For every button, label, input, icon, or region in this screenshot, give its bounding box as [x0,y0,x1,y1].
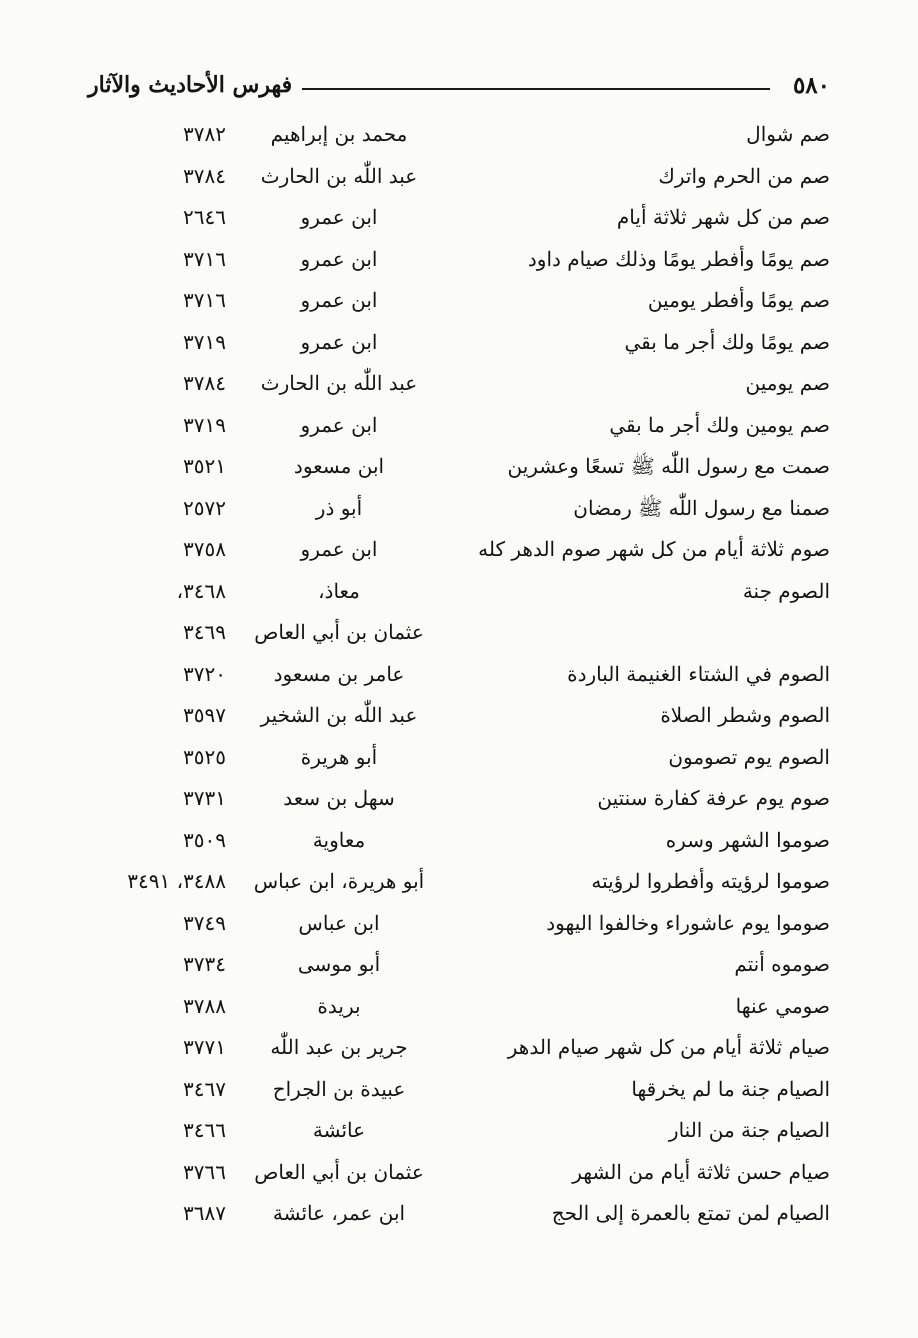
narrator-name: ابن عمر، عائشة [272,1201,406,1225]
hadith-reference-number: ٣٧١٩ [183,329,226,354]
narrator-name: أبو موسى [297,952,381,976]
narrator-name: عبد اللّٰه بن الشخير [260,703,418,727]
narrator-name: عثمان بن أبي العاص [254,620,424,644]
hadith-text: صوموه أنتم [734,952,830,976]
index-entry [88,115,830,157]
hadith-text: صوموا يوم عاشوراء وخالفوا اليهود [546,910,830,935]
hadith-reference-number: ٣٧٣٤ [183,952,226,976]
narrator-name: عامر بن مسعود [273,661,405,686]
hadith-text: صوموا الشهر وسره [665,827,830,852]
hadith-text: صيام حسن ثلاثة أيام من الشهر [572,1159,830,1184]
hadith-text: الصيام جنة من النار [668,1118,830,1142]
hadith-text: صم يومين [745,371,830,395]
index-entry [88,323,830,365]
hadith-reference-number: ٣٤٦٦ [183,1118,226,1142]
index-entry [88,489,830,531]
hadith-reference-number: ٣٧٨٨ [183,993,226,1018]
narrator-name: عثمان بن أبي العاص [254,1159,424,1184]
hadith-text: الصوم جنة [742,578,830,603]
narrator-name: معاوية [312,827,366,852]
hadith-reference-number: ٣٧١٩ [183,412,226,437]
index-entry [88,572,830,614]
index-entry [88,1111,830,1153]
index-entry [88,447,830,489]
hadith-reference-number: ٣٤٨٨، ٣٤٩١ [127,869,226,893]
narrator-name: أبو هريرة [300,744,378,769]
hadith-text: صم يومًا وأفطر يومًا وذلك صيام داود [527,246,830,271]
hadith-reference-number: ٣٦٨٧ [183,1201,226,1225]
hadith-text: صوم ثلاثة أيام من كل شهر صوم الدهر كله [478,537,830,561]
narrator-name: جرير بن عبد اللّٰه [270,1035,408,1059]
narrator-name: ابن عمرو [300,329,378,354]
page-number: ٥٨٠ [792,72,830,99]
header-rule [302,88,770,90]
index-entry [88,406,830,448]
running-title: فهرس الأحاديث والآثار [88,72,293,98]
hadith-text: صم من كل شهر ثلاثة أيام [616,205,830,229]
hadith-reference-number: ٣٥٠٩ [183,827,226,852]
hadith-reference-number: ٣٧١٦ [183,288,226,312]
hadith-reference-number: ٢٦٤٦ [183,205,226,229]
index-entry [88,1028,830,1070]
hadith-reference-number: ٣٤٦٧ [183,1076,226,1101]
index-entry [88,738,830,780]
hadith-text: صمنا مع رسول اللّٰه ﷺ رمضان [573,495,830,520]
page-header [88,70,830,110]
hadith-reference-number: ٣٤٦٨، [176,578,226,603]
hadith-reference-number: ٢٥٧٢ [183,495,226,520]
narrator-name: أبو ذر [315,495,363,520]
index-entry [88,821,830,863]
index-entry [88,1070,830,1112]
hadith-reference-number: ٣٧٥٨ [183,537,226,561]
hadith-reference-number: ٣٥٢٥ [183,744,226,769]
index-entry [88,281,830,323]
hadith-text: الصوم يوم تصومون [668,744,830,769]
hadith-reference-number: ٣٧٧١ [183,1035,226,1059]
index-entry [88,613,830,655]
index-entry [88,655,830,697]
narrator-name: ابن عمرو [300,205,378,229]
narrator-name: سهل بن سعد [283,786,395,810]
hadith-text: صم يومًا ولك أجر ما بقي [624,329,830,354]
index-entry [88,240,830,282]
narrator-name: عبد اللّٰه بن الحارث [260,163,418,188]
narrator-name: عائشة [312,1118,366,1142]
narrator-name: عبد اللّٰه بن الحارث [260,371,418,395]
index-entry [88,530,830,572]
hadith-text: صم يومًا وأفطر يومين [647,288,830,312]
hadith-reference-number: ٣٧١٦ [183,246,226,271]
index-entry [88,1194,830,1236]
narrator-name: معاذ، [318,578,360,603]
index-entry [88,198,830,240]
hadith-text: صوموا لرؤيته وأفطروا لرؤيته [591,869,830,893]
hadith-text: الصوم وشطر الصلاة [660,703,830,727]
index-entry [88,945,830,987]
index-entry [88,1153,830,1195]
narrator-name: ابن عباس [298,910,380,935]
hadith-text: صم من الحرم واترك [658,163,830,188]
index-entry [88,696,830,738]
narrator-name: ابن مسعود [293,454,385,478]
hadith-text: الصوم في الشتاء الغنيمة الباردة [567,661,830,686]
hadith-reference-number: ٣٤٦٩ [183,620,226,644]
hadith-reference-number: ٣٧٨٤ [183,163,226,188]
narrator-name: ابن عمرو [300,412,378,437]
hadith-reference-number: ٣٧٤٩ [183,910,226,935]
narrator-name: ابن عمرو [300,288,378,312]
narrator-name: أبو هريرة، ابن عباس [253,869,425,893]
hadith-text: الصيام جنة ما لم يخرقها [631,1076,830,1101]
hadith-text: صم شوال [746,122,830,146]
hadith-text: صمت مع رسول اللّٰه ﷺ تسعًا وعشرين [507,454,830,478]
hadith-reference-number: ٣٥٩٧ [183,703,226,727]
hadith-text: صيام ثلاثة أيام من كل شهر صيام الدهر [507,1035,830,1059]
hadith-reference-number: ٣٧٨٤ [183,371,226,395]
index-entry [88,364,830,406]
hadith-reference-number: ٣٥٢١ [183,454,226,478]
narrator-name: ابن عمرو [300,537,378,561]
narrator-name: بريدة [317,993,361,1018]
hadith-reference-number: ٣٧٨٢ [183,122,226,146]
narrator-name: عبيدة بن الجراح [272,1076,406,1101]
hadith-text: صومي عنها [735,993,830,1018]
hadith-text: صم يومين ولك أجر ما بقي [609,412,830,437]
index-entry [88,779,830,821]
hadith-reference-number: ٣٧٦٦ [183,1159,226,1184]
index-entry [88,987,830,1029]
hadith-reference-number: ٣٧٢٠ [183,661,226,686]
index-entry [88,862,830,904]
index-entries [88,115,830,1236]
index-entry [88,157,830,199]
hadith-reference-number: ٣٧٣١ [183,786,226,810]
index-entry [88,904,830,946]
hadith-text: صوم يوم عرفة كفارة سنتين [597,786,830,810]
narrator-name: محمد بن إبراهيم [270,122,408,146]
narrator-name: ابن عمرو [300,246,378,271]
hadith-text: الصيام لمن تمتع بالعمرة إلى الحج [551,1201,830,1225]
